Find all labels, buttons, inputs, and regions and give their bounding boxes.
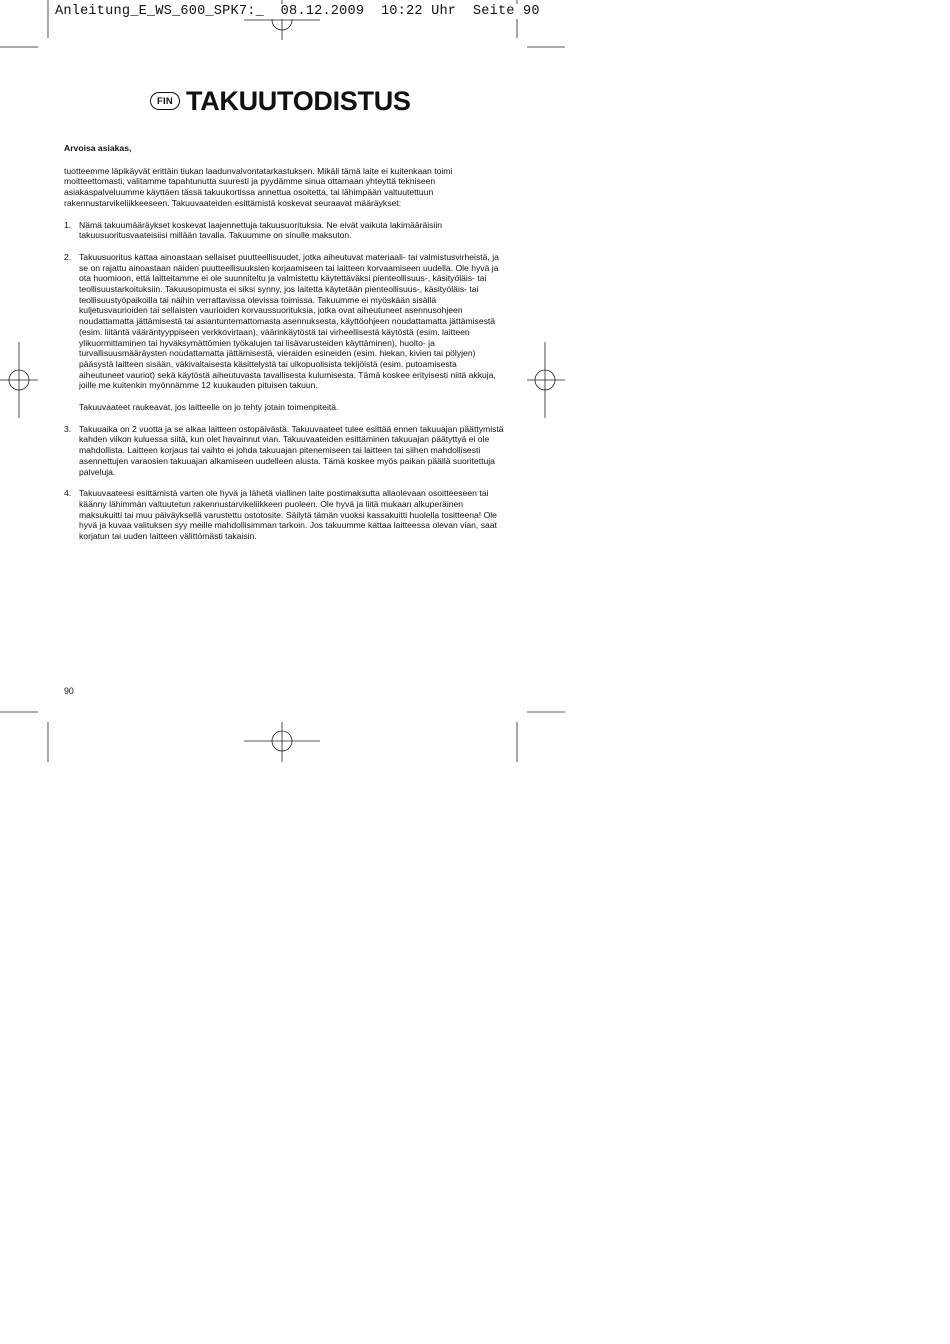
language-badge: FIN	[150, 92, 180, 110]
warranty-text	[64, 143, 504, 553]
salutation: Arvoisa asiakas,	[64, 143, 132, 153]
clause-body	[79, 424, 504, 478]
clause-item	[64, 220, 504, 241]
page-title: TAKUUTODISTUS	[186, 85, 411, 116]
clause-number: 1.	[64, 219, 72, 230]
clause-text: Takuusuoritus kattaa ainoastaan sellaiset puutteellisuudet, jotka aiheutuvat materiaali- tai valmistusvirheistä, ja se on rajattu ainoastaan näiden puutteellisuuksien korjaamiseen tai laitteen korvaamiseen uudella. Ole hyvä ja ota huomioon, että laitteitamme ei ole suunniteltu ja valmistettu käytettäväksi pienteollisuus-, käsityöläis- tai teollisuustarkoituksiin. Takuusopimusta ei siksi synny, jos laitetta käytetään pienteollisuus-, käsityöläis- tai teollisuustyöpaikoilla tai näihin verrattavissa olevissa toimissa. Takuumme ei myöskään sisällä kuljetusvaurioiden tai sellaisten vaurioiden korvaussuorituksia, jotka ovat aiheutuneet asennusohjeen noudattamatta jättämisestä tai asiantuntemattomasta asennuksesta, käyttöohjeen noudattamatta jättämisestä (esim. liitäntä vääräntyyppiseen verkkovirtaan), väärinkäytöstä tai virheellisestä käytöstä (esim. laitteen ylikuormittaminen tai hyväksymättömien työkalujen tai lisävarusteiden käyttäminen), huolto- ja turvallisuusmääräysten noudattamatta jättämisestä, vieraiden esineiden (esim. hiekan, kivien tai pölyjen) pääsystä laitteen sisään, väkivaltaisesta käsittelystä tai ulkopuolisista tekijöistä (esim. putoamisesta aiheutuneet vauriot) sekä käytöstä aiheutuvasta tavallisesta kulumisesta. Tämä koskee erityisesti niitä akkuja, joille me kuitenkin myönnämme 12 kuukauden pituisen takuun.	[79, 251, 499, 391]
clause-number: 3.	[64, 423, 72, 434]
warranty-clauses	[64, 220, 504, 542]
clause-body	[79, 252, 504, 413]
clause-text: Takuuvaateesi esittämistä varten ole hyvä ja lähetä viallinen laite postimaksutta allaolevaan osoitteeseen tai käänny lähimmän valtuutetun rakennustarvikeliikkeen puoleen. Ole hyvä ja liitä mukaan alkuperäinen maksukuitti tai muu päiväyksellä varustettu ostotosite. Säilytä tämän vuoksi kassakuitti huolella tositteena! Ole hyvä ja kuvaa valituksen syy meille mahdollisimman tarkoin. Jos takuumme kattaa laitteessa olevan vian, saat korjatun tai uuden laitteen välittömästi takaisin.	[79, 488, 497, 542]
crop-mark-top-left	[0, 0, 48, 47]
clause-body	[79, 488, 504, 542]
clause-text: Takuuaika on 2 vuotta ja se alkaa laitteen ostopäivästä. Takuuvaateet tulee esittää ennen takuuajan päättymistä kahden viikon kuluessa siitä, kun olet havainnut vian. Takuuvaateiden esittäminen takuuajan päätyttyä ei ole mahdollista. Laitteen korjaus tai vaihto ei johda takuuajan pitenemiseen tai laitteen tai siihen mahdollisesti asennettujen varaosien takuuajan alkamiseen uudelleen alusta. Tämä koskee myös paikan päällä suoritettuja palveluja.	[79, 423, 504, 477]
clause-item	[64, 252, 504, 413]
clause-number: 2.	[64, 251, 72, 262]
intro-paragraph: tuotteemme läpikäyvät erittäin tiukan laadunvalvontatarkastuksen. Mikäli tämä laite ei kuitenkaan toimi moitteettomasti, valitamme tapahtunutta suuresti ja pyydämme sinua ottamaan yhteyttä tekniseen asiakaspalveluumme käyttäen tässä takuukortissa annettua osoitetta, tai lähimpään valtuutettuun rakennustarvikeliikkeeseen. Takuuvaateiden esittämistä koskevat seuraavat määräykset:	[64, 165, 453, 208]
crop-mark-bottom-left	[0, 712, 48, 762]
page-number: 90	[64, 686, 74, 696]
clause-subtext: Takuuvaateet raukeavat, jos laitteelle on jo tehty jotain toimenpiteitä.	[79, 402, 339, 413]
registration-mark-right	[527, 342, 565, 418]
document-header	[150, 84, 411, 118]
clause-body	[79, 220, 504, 241]
clause-number: 4.	[64, 488, 72, 499]
registration-mark-left	[0, 342, 38, 418]
clause-item	[64, 488, 504, 542]
clause-item	[64, 424, 504, 478]
registration-mark-bottom	[244, 722, 320, 762]
print-slug-line: Anleitung_E_WS_600_SPK7:_ 08.12.2009 10:22 Uhr Seite 90	[52, 4, 543, 19]
crop-mark-bottom-right	[517, 712, 565, 762]
clause-text: Nämä takuumääräykset koskevat laajennettuja takuusuorituksia. Ne eivät vaikuta lakimääräisiin takuusuoritusvaateisiisi millään tavalla. Takuumme on sinulle maksuton.	[79, 219, 443, 241]
